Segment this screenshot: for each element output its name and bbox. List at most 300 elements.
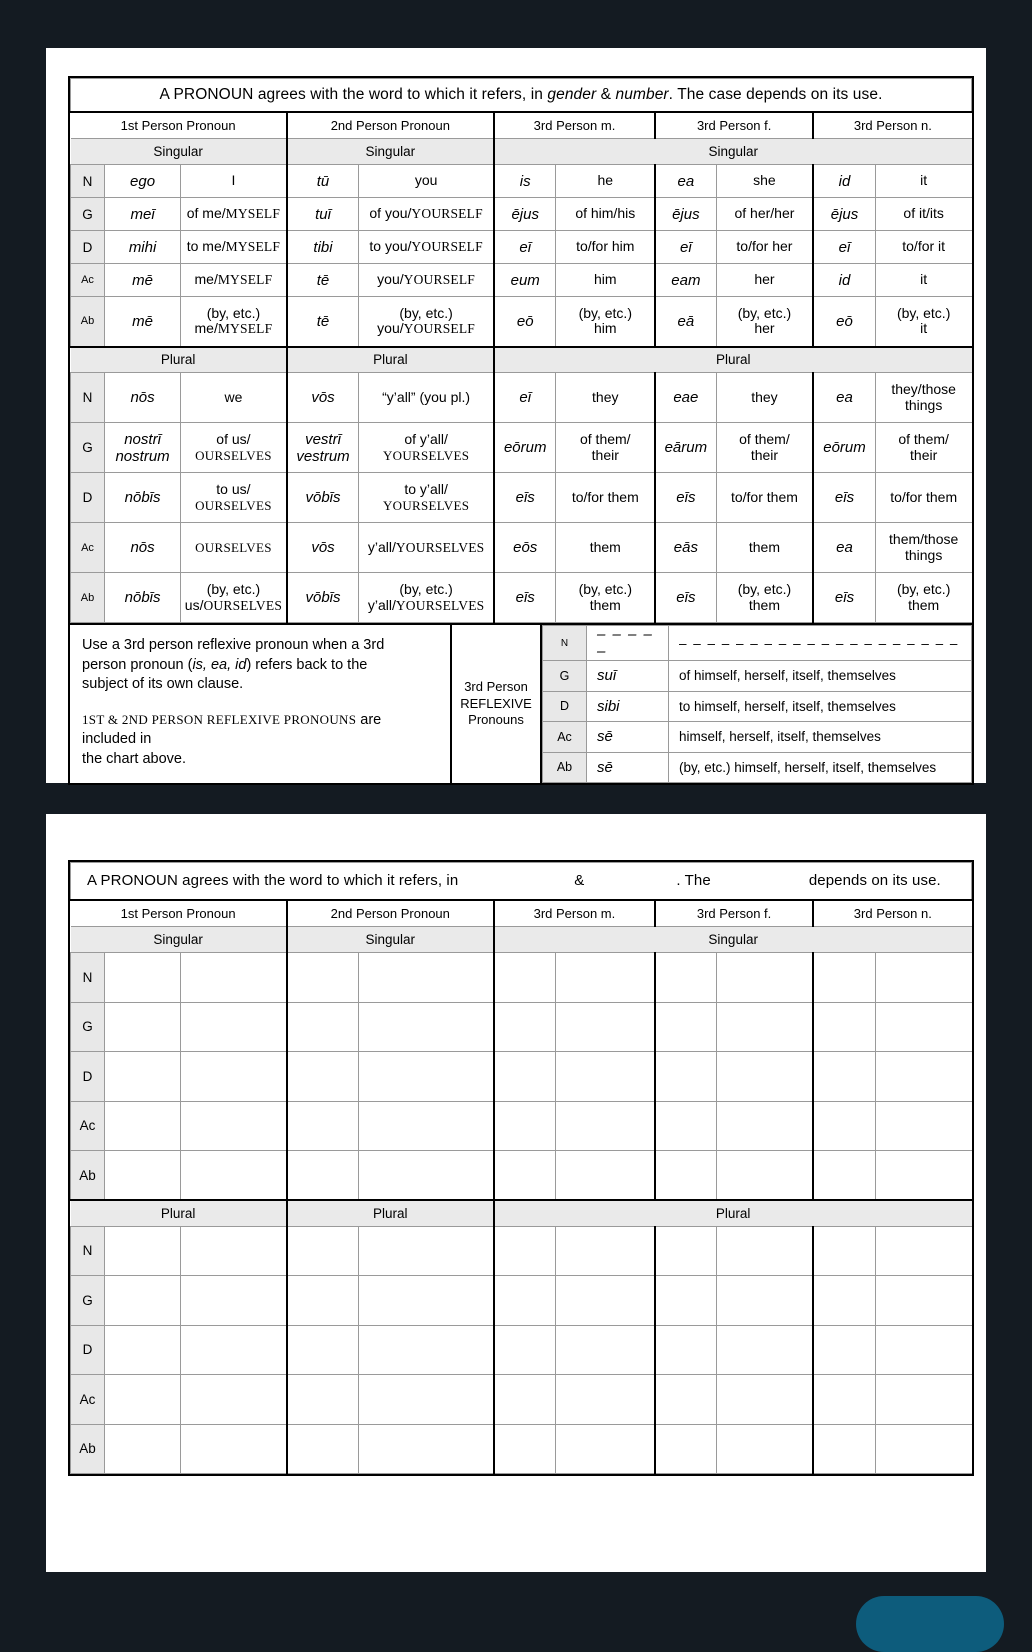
cell-pl-n-eng3m: they — [556, 373, 655, 423]
cell-sg-g-lat3m: ējus — [494, 198, 556, 231]
blank-cell[interactable] — [655, 1151, 716, 1201]
case-label-d-pl: D — [71, 473, 105, 523]
blank-cell[interactable] — [875, 1424, 971, 1474]
cell-sg-d-lat3m: eī — [494, 231, 556, 264]
blank-cell[interactable] — [494, 1325, 556, 1375]
band-singular-2: Singular — [287, 139, 494, 165]
blank-cell[interactable] — [287, 1325, 359, 1375]
banner-number: number — [615, 85, 669, 103]
txt-b: are included in — [82, 711, 382, 748]
blank-cell[interactable] — [875, 953, 971, 1003]
txt-b: y’all/ — [367, 596, 396, 613]
cell-sg-ac-lat2: tē — [287, 264, 359, 297]
cell-sg-d-lat3f: eī — [655, 231, 716, 264]
blank-cell[interactable] — [655, 1375, 716, 1425]
txt-b: us/ — [184, 596, 204, 613]
txt-a: them/those — [889, 530, 959, 547]
chart-banner — [71, 79, 972, 112]
txt-a: (by, etc.) — [206, 304, 261, 321]
txt-sc: YOURSELF — [403, 321, 476, 337]
blank-cell[interactable] — [105, 1226, 181, 1276]
blank-cell[interactable] — [105, 1325, 181, 1375]
banner-text-1: A PRONOUN agrees with the word to which it refers, in — [159, 85, 548, 103]
cell-sg-g-eng3n: of it/its — [875, 198, 971, 231]
banner-blank-amp: & — [574, 872, 585, 890]
cell-pl-d-eng1 — [181, 473, 287, 523]
blank-cell[interactable] — [494, 1276, 556, 1326]
cell-pl-d-lat3m: eīs — [494, 473, 556, 523]
cell-pl-g-eng3m — [556, 423, 655, 473]
banner-amp: & — [596, 85, 616, 103]
txt: to us/ — [216, 480, 251, 497]
cell-pl-ac-eng2 — [359, 523, 494, 573]
table-row — [71, 1002, 972, 1052]
cell-pl-d-eng3m: to/for them — [556, 473, 655, 523]
blank-cell[interactable] — [105, 1002, 181, 1052]
band-plural-1: Plural — [71, 347, 287, 373]
banner-blank-text-1: A PRONOUN agrees with the word to which it refers, in — [87, 872, 459, 890]
cell-pl-ac-lat3n: ea — [813, 523, 875, 573]
blank-cell[interactable] — [181, 1325, 287, 1375]
cell-pl-ab-lat3m: eīs — [494, 573, 556, 623]
table-row — [71, 1325, 972, 1375]
blank-cell[interactable] — [556, 1052, 655, 1102]
cell-pl-n-lat3n: ea — [813, 373, 875, 423]
cell-pl-n-lat1: nōs — [105, 373, 181, 423]
cell-sg-n-eng3n: it — [875, 165, 971, 198]
blank-cell[interactable] — [359, 1101, 494, 1151]
blank-cell[interactable] — [287, 953, 359, 1003]
blank-cell[interactable] — [359, 1151, 494, 1201]
cell-pl-d-eng2 — [359, 473, 494, 523]
blank-cell[interactable] — [655, 953, 716, 1003]
txt-b: their — [750, 446, 779, 463]
cell-pl-d-lat1: nōbīs — [105, 473, 181, 523]
reflexive-english-d: to himself, herself, itself, themselves — [669, 691, 972, 722]
page-sheet-blank — [46, 814, 986, 1572]
case-label-n-sg: N — [71, 165, 105, 198]
cell-sg-g-eng3m: of him/his — [556, 198, 655, 231]
blank-cell[interactable] — [556, 1002, 655, 1052]
reflexive-english-n: – – – – – – – – – – – – – – – – – – – – — [669, 626, 972, 661]
cell-pl-ac-lat3m: eōs — [494, 523, 556, 573]
cell-pl-ac-eng3f: them — [716, 523, 813, 573]
blank-cell[interactable] — [181, 1101, 287, 1151]
table-row — [71, 231, 972, 264]
cell-sg-ac-eng2 — [359, 264, 494, 297]
blank-cell[interactable] — [813, 1052, 875, 1102]
txt-b: vestrum — [296, 447, 350, 465]
blank-cell[interactable] — [655, 1276, 716, 1326]
blank-cell[interactable] — [105, 1151, 181, 1201]
txt-b: things — [904, 546, 943, 563]
band-blank-singular-1: Singular — [71, 927, 287, 953]
blank-cell[interactable] — [494, 1375, 556, 1425]
blank-cell[interactable] — [556, 1375, 655, 1425]
blank-cell[interactable] — [556, 1424, 655, 1474]
cell-sg-n-eng3m: he — [556, 165, 655, 198]
blank-cell[interactable] — [813, 1002, 875, 1052]
case-label-g-sg: G — [71, 198, 105, 231]
cell-sg-n-lat3f: ea — [655, 165, 716, 198]
footer-section — [70, 623, 972, 783]
cell-sg-d-lat3n: eī — [813, 231, 875, 264]
header-blank-person-3m: 3rd Person m. — [494, 900, 655, 927]
cell-pl-n-lat3f: eae — [655, 373, 716, 423]
cell-sg-d-eng2 — [359, 231, 494, 264]
blank-cell[interactable] — [181, 1052, 287, 1102]
cell-sg-ab-lat3f: eā — [655, 297, 716, 347]
txt-a: (by, etc.) — [399, 580, 453, 597]
cell-pl-g-lat1 — [105, 423, 181, 473]
blank-cell[interactable] — [655, 1325, 716, 1375]
txt-b: me/ — [194, 320, 218, 337]
blank-cell[interactable] — [875, 1101, 971, 1151]
cell-sg-n-lat1: ego — [105, 165, 181, 198]
blank-cell[interactable] — [287, 1151, 359, 1201]
blank-cell[interactable] — [105, 1424, 181, 1474]
cell-sg-ab-eng1 — [181, 297, 287, 347]
cell-sg-ab-lat2: tē — [287, 297, 359, 347]
blank-cell[interactable] — [105, 953, 181, 1003]
blank-cell[interactable] — [556, 953, 655, 1003]
pronoun-chart-blank — [68, 860, 974, 1476]
blank-cell[interactable] — [875, 1151, 971, 1201]
blank-cell[interactable] — [359, 953, 494, 1003]
banner-text-2: . The case depends on its use. — [668, 85, 883, 103]
table-row — [71, 1375, 972, 1425]
reflexive-latin-n: – – – – – — [587, 626, 669, 661]
blank-cell[interactable] — [359, 1002, 494, 1052]
page-sheet-filled — [46, 48, 986, 783]
note-spacer — [82, 695, 438, 711]
blank-cell[interactable] — [655, 1052, 716, 1102]
blank-cell[interactable] — [655, 1424, 716, 1474]
case-label-ab-sg: Ab — [71, 297, 105, 347]
table-row — [71, 165, 972, 198]
txt-b: their — [910, 446, 938, 463]
blank-cell[interactable] — [716, 953, 813, 1003]
txt-a: vestrī — [305, 430, 341, 448]
cell-sg-ac-lat3n: id — [813, 264, 875, 297]
header-person-3n: 3rd Person n. — [813, 112, 971, 139]
blank-cell[interactable] — [813, 1325, 875, 1375]
cell-sg-g-lat1: meī — [105, 198, 181, 231]
blank-cell[interactable] — [181, 1375, 287, 1425]
table-row — [71, 953, 972, 1003]
table-row — [71, 1052, 972, 1102]
txt: y’all/ — [367, 538, 396, 555]
reflexive-title — [452, 625, 542, 783]
blank-cell[interactable] — [556, 1226, 655, 1276]
reflexive-title-line-3: Pronouns — [468, 712, 524, 728]
cell-sg-ac-eng3f: her — [716, 264, 813, 297]
table-row — [71, 523, 972, 573]
cell-pl-g-eng1 — [181, 423, 287, 473]
txt-a: of them/ — [739, 430, 790, 447]
reflexive-title-line-2: REFLEXIVE — [460, 695, 532, 711]
blank-cell[interactable] — [494, 1424, 556, 1474]
txt-b: him — [594, 320, 617, 337]
txt-a: person pronoun ( — [82, 656, 193, 673]
reflexive-english-ab: (by, etc.) himself, herself, itself, themselves — [669, 752, 972, 783]
blank-cell[interactable] — [494, 953, 556, 1003]
blank-cell[interactable] — [494, 1101, 556, 1151]
txt-a: (by, etc.) — [737, 580, 792, 597]
blank-cell[interactable] — [359, 1052, 494, 1102]
table-row — [543, 691, 972, 722]
blank-cell[interactable] — [655, 1101, 716, 1151]
txt: to y’all/ — [404, 480, 448, 497]
band-blank-singular-3: Singular — [494, 927, 972, 953]
blank-cell[interactable] — [287, 1276, 359, 1326]
note-line-1: Use a 3rd person reflexive pronoun when a 3rd — [82, 637, 385, 653]
banner-gender: gender — [547, 85, 597, 103]
blank-cell[interactable] — [716, 1002, 813, 1052]
txt-b: their — [591, 446, 619, 463]
banner-blank-text-2: . The — [676, 872, 711, 890]
txt-sc: YOURSELF — [411, 239, 483, 255]
blank-cell[interactable] — [813, 1226, 875, 1276]
cell-sg-g-eng2 — [359, 198, 494, 231]
blank-cell[interactable] — [875, 1226, 971, 1276]
cell-pl-d-lat2: vōbīs — [287, 473, 359, 523]
txt-a: (by, etc.) — [578, 580, 632, 597]
cell-sg-g-eng1 — [181, 198, 287, 231]
blank-case-label-g-pl: G — [71, 1276, 105, 1326]
blank-cell[interactable] — [359, 1325, 494, 1375]
cell-sg-ac-lat3f: eam — [655, 264, 716, 297]
txt-a: they/those — [891, 380, 956, 397]
cell-pl-ab-lat2: vōbīs — [287, 573, 359, 623]
cell-pl-n-eng1: we — [181, 373, 287, 423]
txt-a: of them/ — [579, 430, 631, 447]
cell-sg-d-lat2: tibi — [287, 231, 359, 264]
cell-pl-n-eng3n — [875, 373, 971, 423]
case-label-ac-pl: Ac — [71, 523, 105, 573]
blank-cell[interactable] — [813, 1424, 875, 1474]
header-person-3m: 3rd Person m. — [494, 112, 655, 139]
blank-cell[interactable] — [494, 1052, 556, 1102]
table-row — [71, 1276, 972, 1326]
table-row — [543, 752, 972, 783]
blank-cell[interactable] — [181, 1276, 287, 1326]
cell-pl-ac-lat2: vōs — [287, 523, 359, 573]
blank-cell[interactable] — [105, 1101, 181, 1151]
blank-cell[interactable] — [494, 1226, 556, 1276]
cell-pl-g-eng2 — [359, 423, 494, 473]
cell-pl-n-lat2: vōs — [287, 373, 359, 423]
cell-pl-ab-lat1: nōbīs — [105, 573, 181, 623]
txt-b: it — [920, 320, 928, 337]
cell-pl-ac-eng3m: them — [556, 523, 655, 573]
blank-cell[interactable] — [494, 1151, 556, 1201]
txt-b: nostrum — [115, 447, 170, 465]
floating-action-button[interactable] — [856, 1596, 1004, 1652]
pronoun-table-filled — [70, 78, 972, 623]
blank-cell[interactable] — [287, 1101, 359, 1151]
blank-cell[interactable] — [287, 1052, 359, 1102]
cell-sg-ab-eng3f — [716, 297, 813, 347]
blank-cell[interactable] — [181, 1151, 287, 1201]
blank-cell[interactable] — [105, 1276, 181, 1326]
note-line-2 — [82, 656, 438, 676]
cell-pl-d-lat3n: eīs — [813, 473, 875, 523]
cell-pl-ac-lat3f: eās — [655, 523, 716, 573]
blank-cell[interactable] — [494, 1002, 556, 1052]
blank-cell[interactable] — [875, 1325, 971, 1375]
txt-b: things — [904, 396, 943, 413]
blank-cell[interactable] — [359, 1276, 494, 1326]
header-blank-person-1: 1st Person Pronoun — [71, 900, 287, 927]
cell-pl-ac-eng3n — [875, 523, 971, 573]
blank-cell[interactable] — [556, 1151, 655, 1201]
blank-cell[interactable] — [813, 1375, 875, 1425]
txt-sc: OURSELVES — [195, 497, 272, 513]
reflexive-case-ac: Ac — [543, 722, 587, 753]
cell-pl-ab-eng3m — [556, 573, 655, 623]
reflexive-latin-g: suī — [587, 661, 669, 692]
blank-cell[interactable] — [716, 1101, 813, 1151]
blank-cell[interactable] — [813, 1101, 875, 1151]
chart-banner-blank — [71, 863, 972, 900]
band-singular-3: Singular — [494, 139, 972, 165]
band-plural-2: Plural — [287, 347, 494, 373]
cell-sg-n-lat3m: is — [494, 165, 556, 198]
txt-sc: OURSELVES — [195, 447, 272, 463]
blank-cell[interactable] — [716, 1375, 813, 1425]
blank-cell[interactable] — [181, 953, 287, 1003]
cell-sg-n-eng3f: she — [716, 165, 813, 198]
cell-sg-d-eng3n: to/for it — [875, 231, 971, 264]
cell-sg-ab-eng2 — [359, 297, 494, 347]
blank-cell[interactable] — [556, 1325, 655, 1375]
txt-sc: YOURSELF — [403, 272, 476, 288]
case-label-ac-sg: Ac — [71, 264, 105, 297]
reflexive-case-ab: Ab — [543, 752, 587, 783]
cell-sg-d-eng3m: to/for him — [556, 231, 655, 264]
cell-pl-d-eng3n: to/for them — [875, 473, 971, 523]
header-blank-person-3n: 3rd Person n. — [813, 900, 971, 927]
blank-cell[interactable] — [181, 1002, 287, 1052]
cell-pl-ac-lat1: nōs — [105, 523, 181, 573]
cell-sg-d-eng1 — [181, 231, 287, 264]
table-row — [543, 626, 972, 661]
cell-sg-n-lat2: tū — [287, 165, 359, 198]
blank-cell[interactable] — [655, 1226, 716, 1276]
blank-case-label-ab-sg: Ab — [71, 1151, 105, 1201]
txt-sc: YOURSELF — [411, 206, 483, 222]
txt-sc: MYSELF — [225, 206, 281, 222]
txt-b: ) refers back to the — [246, 656, 368, 673]
txt-sc: YOURSELVES — [395, 597, 485, 613]
blank-cell[interactable] — [105, 1375, 181, 1425]
blank-cell[interactable] — [716, 1226, 813, 1276]
txt: me/ — [194, 271, 218, 288]
blank-cell[interactable] — [716, 1325, 813, 1375]
blank-cell[interactable] — [875, 1375, 971, 1425]
blank-cell[interactable] — [181, 1226, 287, 1276]
band-blank-plural-2: Plural — [287, 1200, 494, 1226]
cell-sg-d-eng3f: to/for her — [716, 231, 813, 264]
txt: to me/ — [186, 238, 226, 255]
band-plural-3: Plural — [494, 347, 972, 373]
blank-cell[interactable] — [287, 1002, 359, 1052]
header-person-2: 2nd Person Pronoun — [287, 112, 494, 139]
header-blank-person-2: 2nd Person Pronoun — [287, 900, 494, 927]
blank-cell[interactable] — [716, 1052, 813, 1102]
header-blank-person-3f: 3rd Person f. — [655, 900, 813, 927]
note-line-5: the chart above. — [82, 750, 186, 767]
blank-cell[interactable] — [813, 1151, 875, 1201]
blank-case-label-n-sg: N — [71, 953, 105, 1003]
cell-pl-ab-eng2 — [359, 573, 494, 623]
cell-sg-g-lat3f: ējus — [655, 198, 716, 231]
cell-sg-g-eng3f: of her/her — [716, 198, 813, 231]
txt: you/ — [377, 271, 404, 288]
txt: to you/ — [369, 238, 412, 255]
txt-sc: MYSELF — [225, 239, 281, 255]
blank-cell[interactable] — [716, 1151, 813, 1201]
cell-pl-ac-eng1 — [181, 523, 287, 573]
txt-a: (by, etc.) — [896, 304, 951, 321]
blank-cell[interactable] — [716, 1424, 813, 1474]
reflexive-note — [70, 625, 452, 783]
blank-cell[interactable] — [287, 1424, 359, 1474]
blank-cell[interactable] — [287, 1375, 359, 1425]
blank-cell[interactable] — [556, 1276, 655, 1326]
cell-sg-n-eng1: I — [181, 165, 287, 198]
cell-pl-g-lat2 — [287, 423, 359, 473]
case-label-ab-pl: Ab — [71, 573, 105, 623]
txt-a: (by, etc.) — [896, 580, 951, 597]
blank-cell[interactable] — [875, 1002, 971, 1052]
cell-pl-d-lat3f: eīs — [655, 473, 716, 523]
note-line-4 — [82, 711, 438, 750]
blank-cell[interactable] — [875, 1276, 971, 1326]
table-row — [71, 423, 972, 473]
blank-cell[interactable] — [359, 1424, 494, 1474]
blank-cell[interactable] — [716, 1276, 813, 1326]
blank-cell[interactable] — [556, 1101, 655, 1151]
blank-cell[interactable] — [287, 1226, 359, 1276]
blank-cell[interactable] — [813, 953, 875, 1003]
txt: of us/ — [216, 430, 251, 447]
blank-cell[interactable] — [813, 1276, 875, 1326]
reflexive-table — [542, 625, 972, 783]
blank-cell[interactable] — [655, 1002, 716, 1052]
blank-cell[interactable] — [105, 1052, 181, 1102]
txt-b: her — [754, 320, 775, 337]
txt-a: (by, etc.) — [578, 304, 632, 321]
txt-b: you/ — [377, 320, 404, 337]
txt-ital: is, ea, id — [192, 656, 247, 673]
cell-pl-g-lat3m: eōrum — [494, 423, 556, 473]
txt-sc: YOURSELVES — [395, 539, 485, 555]
blank-cell[interactable] — [181, 1424, 287, 1474]
blank-cell[interactable] — [875, 1052, 971, 1102]
blank-cell[interactable] — [359, 1375, 494, 1425]
band-blank-plural-1: Plural — [71, 1200, 287, 1226]
cell-pl-n-lat3m: eī — [494, 373, 556, 423]
banner-blank-text-3: depends on its use. — [808, 872, 941, 890]
blank-cell[interactable] — [359, 1226, 494, 1276]
cell-sg-ab-eng3n — [875, 297, 971, 347]
cell-pl-ab-eng3n — [875, 573, 971, 623]
txt-a: of them/ — [898, 430, 949, 447]
case-label-g-pl: G — [71, 423, 105, 473]
txt: of y’all/ — [404, 430, 448, 447]
